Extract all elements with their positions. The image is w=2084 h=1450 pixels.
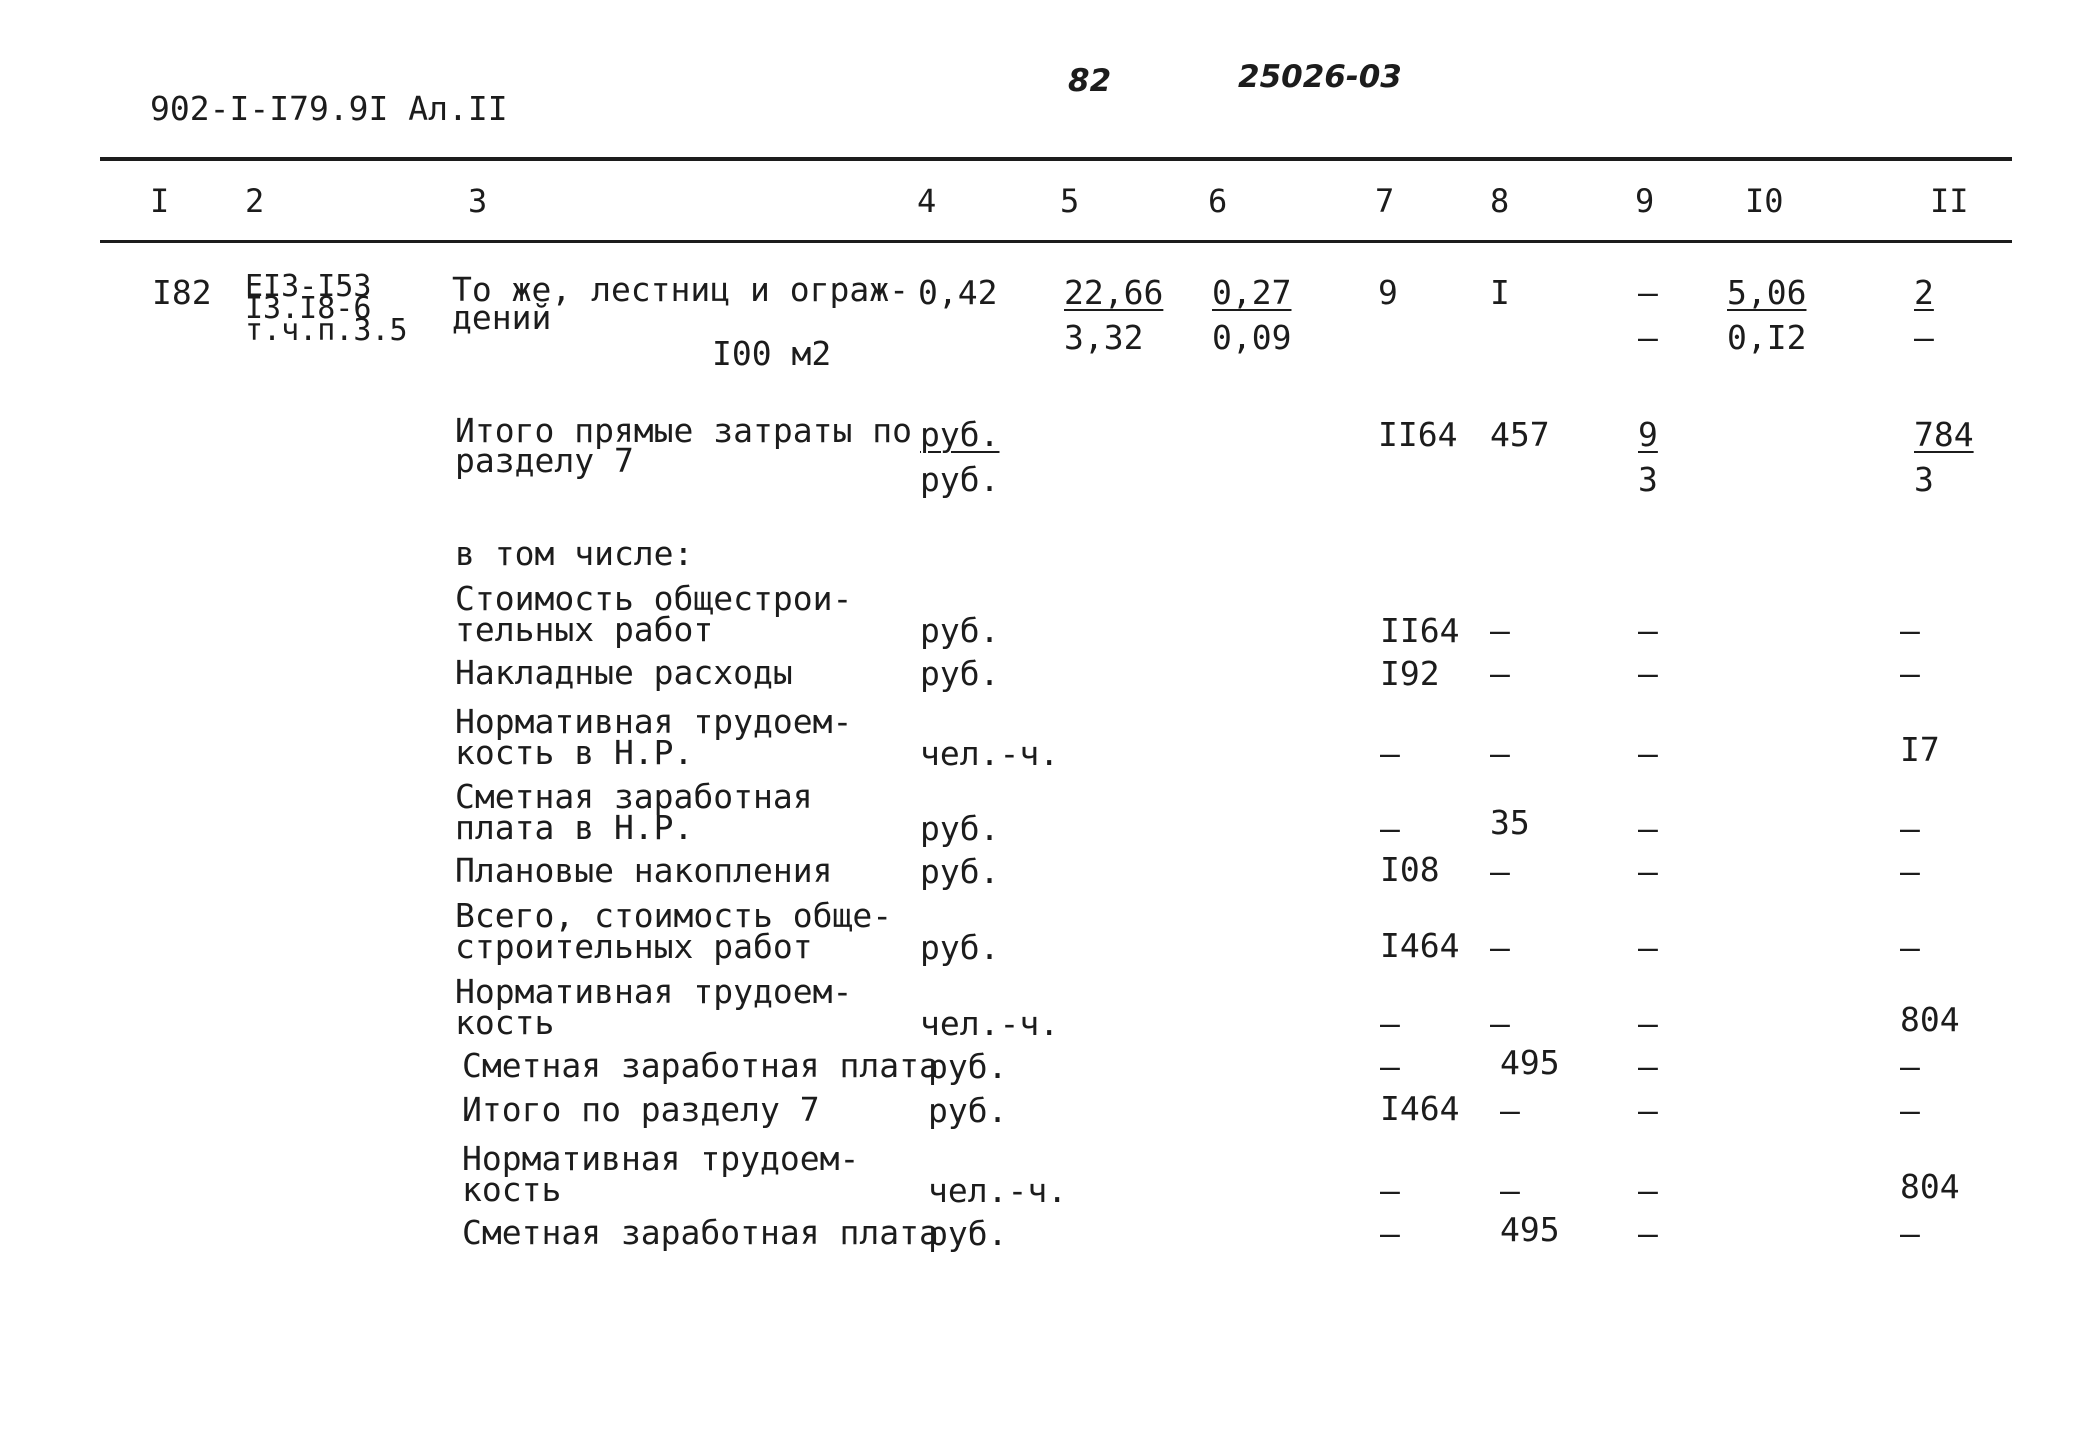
- entry-col11-top: 2: [1914, 273, 1934, 312]
- summary-col8: 35: [1490, 803, 1530, 842]
- summary-col9: –: [1638, 1091, 1658, 1130]
- entry-col8: I: [1490, 273, 1510, 312]
- entry-col9-top: –: [1638, 273, 1658, 312]
- col-header-2: 2: [245, 182, 265, 220]
- summary-col11: –: [1900, 611, 1920, 650]
- summary-col9: –: [1638, 1171, 1658, 1210]
- summary-col7: I08: [1380, 850, 1440, 889]
- col-header-9: 9: [1635, 182, 1655, 220]
- summary-col8: –: [1490, 734, 1510, 773]
- summary-col11: –: [1900, 1047, 1920, 1086]
- summary-col8: 495: [1500, 1210, 1560, 1249]
- summary-unit: чел.-ч.: [928, 1171, 1068, 1210]
- entry-col5-top: 22,66: [1064, 273, 1164, 312]
- summary-col7: –: [1380, 1004, 1400, 1043]
- col-header-10: I0: [1745, 182, 1784, 220]
- entry-col10-top: 5,06: [1727, 273, 1807, 312]
- summary-col11: I7: [1900, 730, 1940, 769]
- summary-col7: –: [1380, 1171, 1400, 1210]
- col-header-6: 6: [1208, 182, 1228, 220]
- summary-col7: II64: [1380, 611, 1460, 650]
- summary-col8: –: [1500, 1091, 1520, 1130]
- summary-col9: –: [1638, 852, 1658, 891]
- summary-label: Всего, стоимость обще- строительных работ: [455, 896, 893, 966]
- direct-costs-col8: 457: [1490, 415, 1550, 454]
- col-header-3: 3: [468, 182, 488, 220]
- summary-col7: –: [1380, 734, 1400, 773]
- summary-col7: –: [1380, 1047, 1400, 1086]
- summary-unit: чел.-ч.: [920, 1004, 1060, 1043]
- header-bottom-rule: [100, 240, 2012, 243]
- summary-col8: –: [1490, 852, 1510, 891]
- summary-label: Накладные расходы: [455, 653, 793, 692]
- entry-number: I82: [152, 273, 212, 312]
- entry-quantity: 0,42: [918, 273, 998, 312]
- summary-col8: –: [1490, 654, 1510, 693]
- summary-col11: 804: [1900, 1000, 1960, 1039]
- summary-col7: I92: [1380, 654, 1440, 693]
- direct-costs-col11-top: 784: [1914, 415, 1974, 454]
- summary-col7: –: [1380, 809, 1400, 848]
- summary-unit: руб.: [928, 1047, 1008, 1086]
- summary-col9: –: [1638, 1214, 1658, 1253]
- table-top-rule: [100, 157, 2012, 161]
- summary-col8: –: [1490, 928, 1510, 967]
- summary-col11: –: [1900, 852, 1920, 891]
- summary-col11: 804: [1900, 1167, 1960, 1206]
- summary-col8: –: [1500, 1171, 1520, 1210]
- summary-unit: руб.: [920, 611, 1000, 650]
- direct-costs-unit-bottom: руб.: [920, 460, 1000, 499]
- direct-costs-col9-bottom: 3: [1638, 460, 1658, 499]
- summary-col7: I464: [1380, 1089, 1460, 1128]
- entry-col6-top: 0,27: [1212, 273, 1292, 312]
- entry-measure: I00 м2: [712, 334, 832, 373]
- entry-description: То же, лестниц и ограж- дений: [452, 270, 909, 337]
- entry-col7: 9: [1378, 273, 1398, 312]
- direct-costs-unit-top: руб.: [920, 415, 1000, 454]
- summary-unit: руб.: [920, 654, 1000, 693]
- summary-col8: –: [1490, 611, 1510, 650]
- entry-code: EI3-I53 I3.I8-6 т.ч.п.3.5: [245, 269, 408, 348]
- summary-label: Нормативная трудоем- кость в Н.Р.: [455, 702, 853, 772]
- summary-col11: –: [1900, 1091, 1920, 1130]
- col-header-4: 4: [917, 182, 937, 220]
- direct-costs-col7: II64: [1378, 415, 1458, 454]
- summary-label: Сметная заработная плата в Н.Р.: [455, 777, 813, 847]
- summary-col9: –: [1638, 611, 1658, 650]
- summary-label: Итого по разделу 7: [462, 1090, 820, 1129]
- summary-unit: руб.: [928, 1214, 1008, 1253]
- summary-label: Нормативная трудоем- кость: [455, 972, 853, 1042]
- summary-col9: –: [1638, 734, 1658, 773]
- summary-col9: –: [1638, 1004, 1658, 1043]
- summary-col7: I464: [1380, 926, 1460, 965]
- summary-col11: –: [1900, 809, 1920, 848]
- entry-col5-bottom: 3,32: [1064, 318, 1144, 357]
- col-header-5: 5: [1060, 182, 1080, 220]
- summary-col9: –: [1638, 809, 1658, 848]
- entry-col6-bottom: 0,09: [1212, 318, 1292, 357]
- summary-unit: руб.: [920, 852, 1000, 891]
- summary-unit: руб.: [920, 809, 1000, 848]
- page-mark: 82: [1068, 63, 1112, 99]
- direct-costs-col11-bottom: 3: [1914, 460, 1934, 499]
- including-label: в том числе:: [455, 534, 694, 573]
- summary-label: Плановые накопления: [455, 851, 833, 890]
- summary-unit: руб.: [920, 928, 1000, 967]
- summary-col7: –: [1380, 1214, 1400, 1253]
- entry-col11-bottom: –: [1914, 318, 1934, 357]
- summary-col8: –: [1490, 1004, 1510, 1043]
- summary-col11: –: [1900, 1214, 1920, 1253]
- summary-col11: –: [1900, 928, 1920, 967]
- summary-col11: –: [1900, 654, 1920, 693]
- summary-label: Нормативная трудоем- кость: [462, 1139, 860, 1209]
- summary-label: Стоимость общестрои- тельных работ: [455, 579, 853, 649]
- direct-costs-col9-top: 9: [1638, 415, 1658, 454]
- direct-costs-label: Итого прямые затраты по разделу 7: [455, 411, 912, 480]
- col-header-7: 7: [1375, 182, 1395, 220]
- archive-number: 25026-03: [1238, 59, 1402, 95]
- summary-unit: руб.: [928, 1091, 1008, 1130]
- entry-col9-bottom: –: [1638, 318, 1658, 357]
- entry-col10-bottom: 0,I2: [1727, 318, 1807, 357]
- doc-code: 902-I-I79.9I Ал.II: [150, 89, 508, 128]
- summary-label: Сметная заработная плата: [462, 1046, 939, 1085]
- summary-label: Сметная заработная плата: [462, 1213, 939, 1252]
- summary-col9: –: [1638, 654, 1658, 693]
- col-header-8: 8: [1490, 182, 1510, 220]
- summary-col8: 495: [1500, 1043, 1560, 1082]
- col-header-1: I: [150, 182, 170, 220]
- col-header-11: II: [1930, 182, 1969, 220]
- summary-col9: –: [1638, 1047, 1658, 1086]
- summary-col9: –: [1638, 928, 1658, 967]
- summary-unit: чел.-ч.: [920, 734, 1060, 773]
